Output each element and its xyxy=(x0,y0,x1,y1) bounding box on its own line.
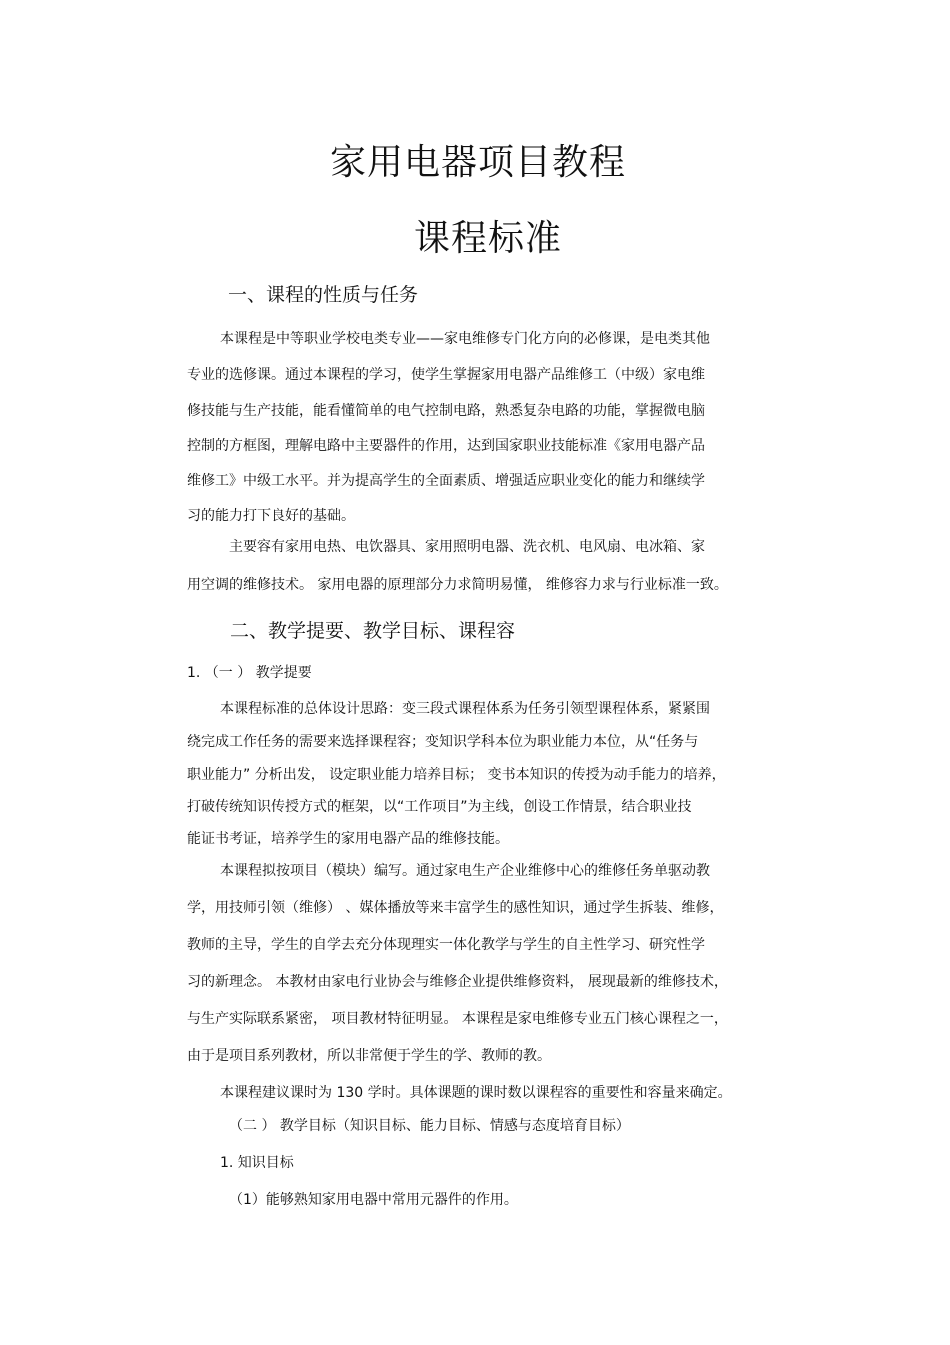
paragraph-line: 本课程是中等职业学校电类专业——家电维修专门化方向的必修课，是电类其他 xyxy=(220,331,710,347)
paragraph-line: 学，用技师引领（维修） 、媒体播放等来丰富学生的感性知识，通过学生拆装、维修， xyxy=(187,900,724,916)
paragraph-line: 用空调的维修技术。 家用电器的原理部分力求简明易懂， 维修容力求与行业标准一致。 xyxy=(187,577,728,593)
subsection-heading: （二 ） 教学目标（知识目标、能力目标、情感与态度培育目标） xyxy=(229,1118,630,1134)
paragraph-line: 本课程建议课时为 130 学时。具体课题的课时数以课程容的重要性和容量来确定。 xyxy=(220,1085,732,1101)
paragraph-line: 能证书考证，培养学生的家用电器产品的维修技能。 xyxy=(187,831,509,847)
paragraph-line: 修技能与生产技能，能看懂简单的电气控制电路，熟悉复杂电路的功能，掌握微电脑 xyxy=(187,403,705,419)
paragraph-line: 打破传统知识传授方式的框架，以“工作项目”为主线，创设工作情景，结合职业技 xyxy=(187,799,692,815)
paragraph-line: 习的能力打下良好的基础。 xyxy=(187,508,355,524)
document-title: 家用电器项目教程 xyxy=(330,142,627,183)
list-item: （1）能够熟知家用电器中常用元器件的作用。 xyxy=(229,1192,518,1208)
paragraph-line: 与生产实际联系紧密， 项目教材特征明显。 本课程是家电维修专业五门核心课程之一， xyxy=(187,1011,728,1027)
subsection-heading: 1. （一 ） 教学提要 xyxy=(187,665,312,681)
paragraph-line: 控制的方框图，理解电路中主要器件的作用，达到国家职业技能标准《家用电器产品 xyxy=(187,438,705,454)
paragraph-line: 本课程拟按项目（模块）编写。通过家电生产企业维修中心的维修任务单驱动教 xyxy=(220,863,710,879)
paragraph-line: 教师的主导，学生的自学去充分体现理实一体化教学与学生的自主性学习、研究性学 xyxy=(187,937,705,953)
section-heading: 一、课程的性质与任务 xyxy=(228,284,419,306)
section-heading: 二、教学提要、教学目标、课程容 xyxy=(230,620,516,642)
document-subtitle: 课程标准 xyxy=(414,218,563,259)
subsection-heading: 1. 知识目标 xyxy=(220,1155,294,1171)
paragraph-line: 专业的选修课。通过本课程的学习，使学生掌握家用电器产品维修工（中级）家电维 xyxy=(187,367,705,383)
paragraph-line: 维修工》中级工水平。并为提高学生的全面素质、增强适应职业变化的能力和继续学 xyxy=(187,473,705,489)
paragraph-line: 职业能力” 分析出发， 设定职业能力培养目标； 变书本知识的传授为动手能力的培养， xyxy=(187,767,726,783)
paragraph-line: 由于是项目系列教材，所以非常便于学生的学、教师的教。 xyxy=(187,1048,551,1064)
paragraph-line: 本课程标准的总体设计思路：变三段式课程体系为任务引领型课程体系，紧紧围 xyxy=(220,701,710,717)
paragraph-line: 主要容有家用电热、电饮器具、家用照明电器、洗衣机、电风扇、电冰箱、家 xyxy=(229,539,705,555)
paragraph-line: 绕完成工作任务的需要来选择课程容；变知识学科本位为职业能力本位，从“任务与 xyxy=(187,734,699,750)
paragraph-line: 习的新理念。 本教材由家电行业协会与维修企业提供维修资料， 展现最新的维修技术， xyxy=(187,974,728,990)
